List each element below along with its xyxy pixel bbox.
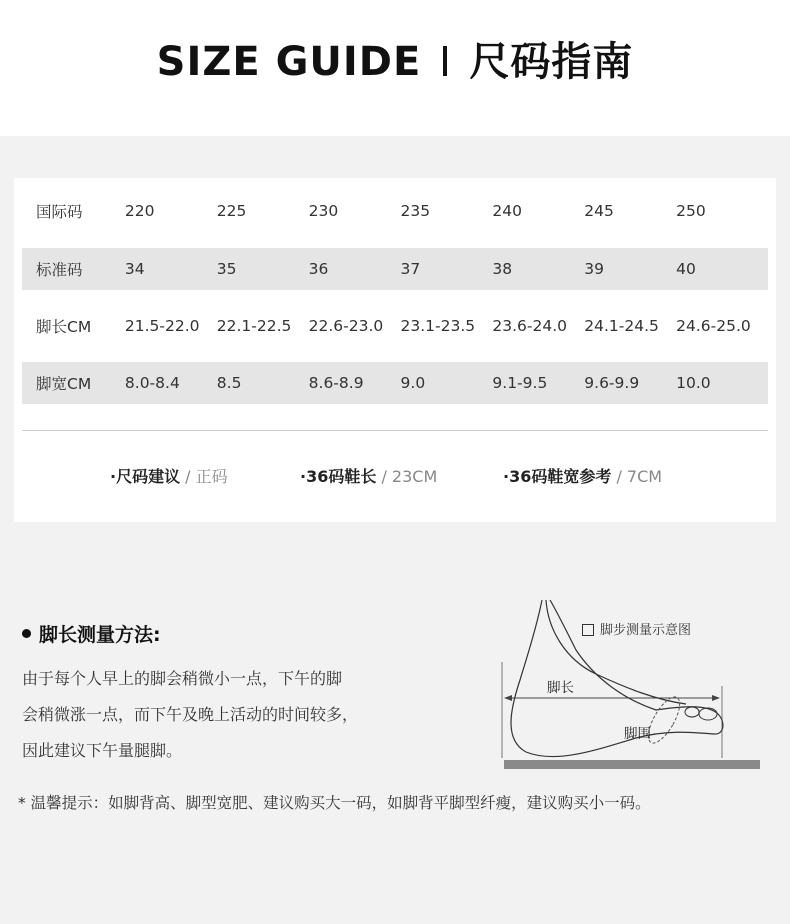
table-cell: 240 — [492, 202, 522, 220]
tip-shoe-length — [300, 464, 437, 487]
table-cell: 21.5-22.0 — [124, 317, 200, 335]
title-en: SIZE GUIDE — [156, 39, 422, 85]
page-title — [0, 30, 790, 87]
warm-tip-note: * 温馨提示：如脚背高、脚型宽肥、建议购买大一码，如脚背平脚型纤瘦，建议购买小一码。 — [18, 794, 651, 812]
tip-size-advice — [110, 464, 228, 487]
title-separator — [443, 46, 447, 76]
table-row-standard — [22, 248, 768, 290]
table-cell: 24.1-24.5 — [584, 317, 659, 335]
tip-key: ·36码鞋宽参考 — [503, 467, 612, 486]
divider — [22, 430, 768, 431]
table-cell: 8.6-8.9 — [308, 374, 364, 392]
measure-title-text: 脚长测量方法: — [39, 624, 161, 646]
table-cell: 35 — [216, 260, 237, 278]
table-row-foot-length — [22, 305, 768, 347]
table-cell: 9.1-9.5 — [492, 374, 548, 392]
table-cell: 220 — [124, 202, 155, 220]
caption-box-icon — [582, 624, 594, 636]
girth-label: 脚围 — [624, 726, 651, 742]
floor-bar — [504, 760, 760, 769]
row-label: 脚长CM — [36, 318, 92, 336]
table-cell: 38 — [492, 260, 513, 278]
table-cell: 8.5 — [216, 374, 242, 392]
tip-value: 正码 — [195, 467, 228, 486]
tip-sep: / — [180, 467, 196, 486]
table-cell: 37 — [400, 260, 421, 278]
table-cell: 40 — [676, 260, 696, 278]
table-cell: 9.0 — [400, 374, 426, 392]
table-cell: 230 — [308, 202, 339, 220]
table-cell: 22.1-22.5 — [216, 317, 292, 335]
bullet-dot — [22, 629, 31, 638]
table-cell: 245 — [584, 202, 614, 220]
arrow-head-left — [504, 695, 512, 701]
row-label: 脚宽CM — [36, 375, 92, 393]
table-cell: 8.0-8.4 — [124, 374, 180, 392]
table-cell: 23.1-23.5 — [400, 317, 476, 335]
table-cell: 23.6-24.0 — [492, 317, 568, 335]
size-table-card — [14, 178, 776, 522]
tip-sep: / — [611, 467, 627, 486]
table-cell: 36 — [308, 260, 329, 278]
tip-key: ·36码鞋长 — [300, 467, 377, 486]
tip-sep: / — [376, 467, 392, 486]
tip-value: 7CM — [626, 467, 663, 486]
measure-line: 会稍微涨一点，而下午及晚上活动的时间较多， — [22, 705, 359, 724]
table-row-foot-width — [22, 362, 768, 404]
table-cell: 39 — [584, 260, 605, 278]
tip-key: ·尺码建议 — [110, 467, 181, 486]
table-cell: 235 — [400, 202, 431, 220]
measure-title — [22, 620, 161, 647]
tip-shoe-width — [503, 464, 662, 487]
tip-value: 23CM — [391, 467, 438, 486]
diagram-caption-text: 脚步测量示意图 — [600, 623, 692, 638]
row-label: 国际码 — [36, 203, 83, 221]
row-label: 标准码 — [36, 261, 83, 279]
table-cell: 225 — [216, 202, 247, 220]
arrow-head-right — [712, 695, 720, 701]
table-cell: 10.0 — [676, 374, 711, 392]
table-cell: 34 — [124, 260, 145, 278]
header — [0, 0, 790, 136]
title-cn: 尺码指南 — [469, 39, 634, 85]
toe-outline — [699, 708, 717, 720]
measure-line: 由于每个人早上的脚会稍微小一点，下午的脚 — [22, 669, 343, 688]
toe-outline — [685, 707, 699, 717]
table-row-international — [22, 190, 768, 232]
table-cell: 250 — [676, 202, 706, 220]
table-cell: 22.6-23.0 — [308, 317, 384, 335]
table-cell: 24.6-25.0 — [676, 317, 751, 335]
diagram-caption — [582, 619, 691, 638]
table-cell: 9.6-9.9 — [584, 374, 640, 392]
length-label: 脚长 — [547, 680, 574, 696]
measure-line: 因此建议下午量腿脚。 — [22, 741, 183, 760]
